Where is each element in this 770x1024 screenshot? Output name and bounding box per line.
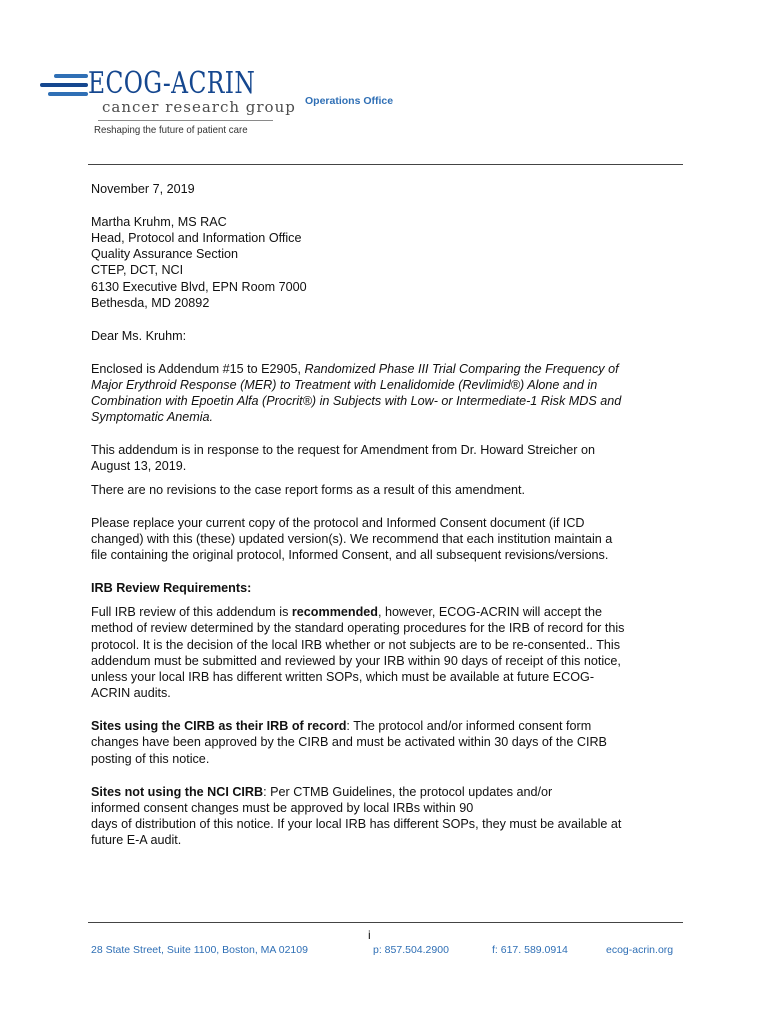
footer-divider [88,922,683,923]
address-line: Quality Assurance Section [91,247,239,261]
irb-line: protocol. It is the decision of the local IRB whether or not subjects are to be re-consented.. This [91,638,620,652]
intro-line: Symptomatic Anemia. [91,410,214,424]
irb-line: Full IRB review of this addendum is recommended, however, ECOG-ACRIN will accept the [91,605,602,619]
irb-line: ACRIN audits. [91,686,171,700]
noncirb-line: days of distribution of this notice. If your local IRB has different SOPs, they must be available at [91,817,622,831]
logo-name: ECOG-ACRIN [88,66,256,101]
no-revisions-note: There are no revisions to the case report forms as a result of this amendment. [91,483,525,497]
irb-line: method of review determined by the standard operating procedures for the IRB of record for this [91,621,625,635]
irb-line: addendum must be submitted and reviewed by your IRB within 90 days of receipt of this notice, [91,654,621,668]
address-line: Martha Kruhm, MS RAC [91,215,227,229]
cirb-line: Sites using the CIRB as their IRB of record: The protocol and/or informed consent form [91,719,592,733]
footer-website[interactable]: ecog-acrin.org [606,944,674,956]
footer-phone: p: 857.504.2900 [373,944,449,956]
logo-subtitle: cancer research group [102,98,296,116]
logo-bars-icon [40,74,90,96]
intro-line: Combination with Epoetin Alfa (Procrit®) in Subjects with Low- or Intermediate-1 Risk MDS and [91,394,622,408]
logo-tagline: Reshaping the future of patient care [94,124,248,136]
address-line: Bethesda, MD 20892 [91,296,210,310]
footer-fax: f: 617. 589.0914 [492,944,568,956]
cirb-line: posting of this notice. [91,752,210,766]
noncirb-line: informed consent changes must be approved by local IRBs within 90 [91,801,474,815]
operations-office-label: Operations Office [305,95,394,107]
footer-address: 28 State Street, Suite 1100, Boston, MA 02109 [91,944,308,956]
noncirb-line: future E-A audit. [91,833,182,847]
intro-line: Enclosed is Addendum #15 to E2905, Randomized Phase III Trial Comparing the Frequency of [91,362,619,376]
address-line: 6130 Executive Blvd, EPN Room 7000 [91,280,307,294]
letter-date: November 7, 2019 [91,182,195,196]
address-line: Head, Protocol and Information Office [91,231,302,245]
noncirb-line: Sites not using the NCI CIRB: Per CTMB Guidelines, the protocol updates and/or [91,785,553,799]
cirb-line: changes have been approved by the CIRB and must be activated within 30 days of the CIRB [91,735,607,749]
irb-heading: IRB Review Requirements: [91,581,252,595]
response-line: This addendum is in response to the request for Amendment from Dr. Howard Streicher on [91,443,595,457]
replace-line: changed) with this (these) updated version(s). We recommend that each institution maintain a [91,532,613,546]
page-number: i [368,928,371,942]
response-line: August 13, 2019. [91,459,187,473]
header-divider [88,164,683,165]
irb-line: unless your local IRB has different written SOPs, which must be available at future ECOG- [91,670,595,684]
address-line: CTEP, DCT, NCI [91,263,184,277]
replace-line: Please replace your current copy of the protocol and Informed Consent document (if ICD [91,516,585,530]
intro-line: Major Erythroid Response (MER) to Treatment with Lenalidomide (Revlimid®) Alone and in [91,378,598,392]
logo-divider [98,120,273,121]
salutation: Dear Ms. Kruhm: [91,329,187,343]
ecog-acrin-logo [40,66,296,140]
replace-line: file containing the original protocol, Informed Consent, and all subsequent revisions/versions. [91,548,609,562]
